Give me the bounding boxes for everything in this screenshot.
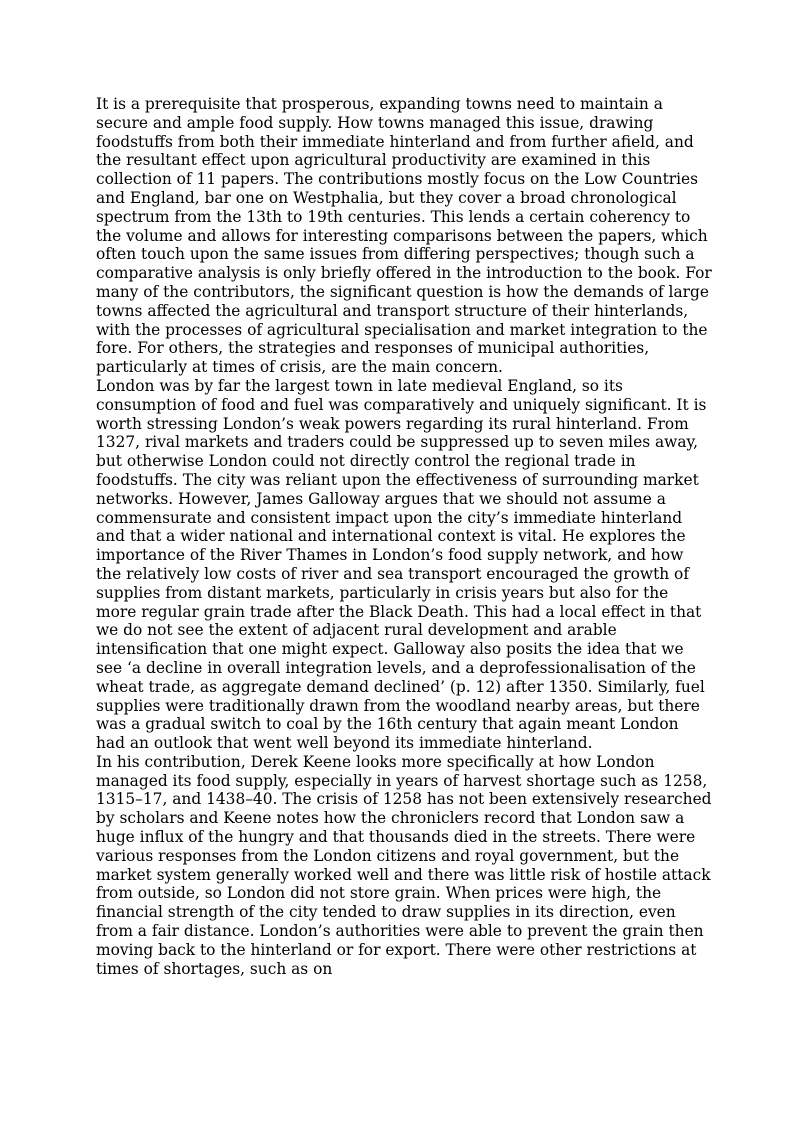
paragraph-3: In his contribution, Derek Keene looks more specifically at how London managed its food supply, especially in years of harvest shortage such as 1258, 1315–17, and 1438–40. The crisis of 1258 has not been extensively researched by scholars and Keene notes how the chroniclers record that London saw a huge influx of the hungry and that thousands died in the streets. There were various responses from the London citizens and royal government, but the market system generally worked well and there was little risk of hostile attack from outside, so London did not store grain. When prices were high, the financial strength of the city tended to draw supplies in its direction, even from a fair distance. London’s authorities were able to prevent the grain then moving back to the hinterland or for export. There were other restrictions at times of shortages, such as on	[96, 752, 712, 978]
paragraph-1: It is a prerequisite that prosperous, expanding towns need to maintain a secure and ample food supply. How towns managed this issue, drawing foodstuffs from both their immediate hinterland and from further afield, and the resultant effect upon agricultural productivity are examined in this collection of 11 papers. The contributions mostly focus on the Low Countries and England, bar one on Westphalia, but they cover a broad chronological spectrum from the 13th to 19th centuries. This lends a certain coherency to the volume and allows for interesting comparisons between the papers, which often touch upon the same issues from differing perspectives; though such a comparative analysis is only briefly offered in the introduction to the book. For many of the contributors, the significant question is how the demands of large towns affected the agricultural and transport structure of their hinterlands, with the processes of agricultural specialisation and market integration to the fore. For others, the strategies and responses of municipal authorities, particularly at times of crisis, are the main concern.	[96, 95, 712, 377]
paragraph-2: London was by far the largest town in late medieval England, so its consumption of food and fuel was comparatively and uniquely significant. It is worth stressing London’s weak powers regarding its rural hinterland. From 1327, rival markets and traders could be suppressed up to seven miles away, but otherwise London could not directly control the regional trade in foodstuffs. The city was reliant upon the effectiveness of surrounding market networks. However, James Galloway argues that we should not assume a commensurate and consistent impact upon the city’s immediate hinterland and that a wider national and international context is vital. He explores the importance of the River Thames in London’s food supply network, and how the relatively low costs of river and sea transport encouraged the growth of supplies from distant markets, particularly in crisis years but also for the more regular grain trade after the Black Death. This had a local effect in that we do not see the extent of adjacent rural development and arable intensification that one might expect. Galloway also posits the idea that we see ‘a decline in overall integration levels, and a deprofessionalisation of the wheat trade, as aggregate demand declined’ (p. 12) after 1350. Similarly, fuel supplies were traditionally drawn from the woodland nearby areas, but there was a gradual switch to coal by the 16th century that again meant London had an outlook that went well beyond its immediate hinterland.	[96, 376, 707, 753]
document-page	[96, 95, 712, 978]
